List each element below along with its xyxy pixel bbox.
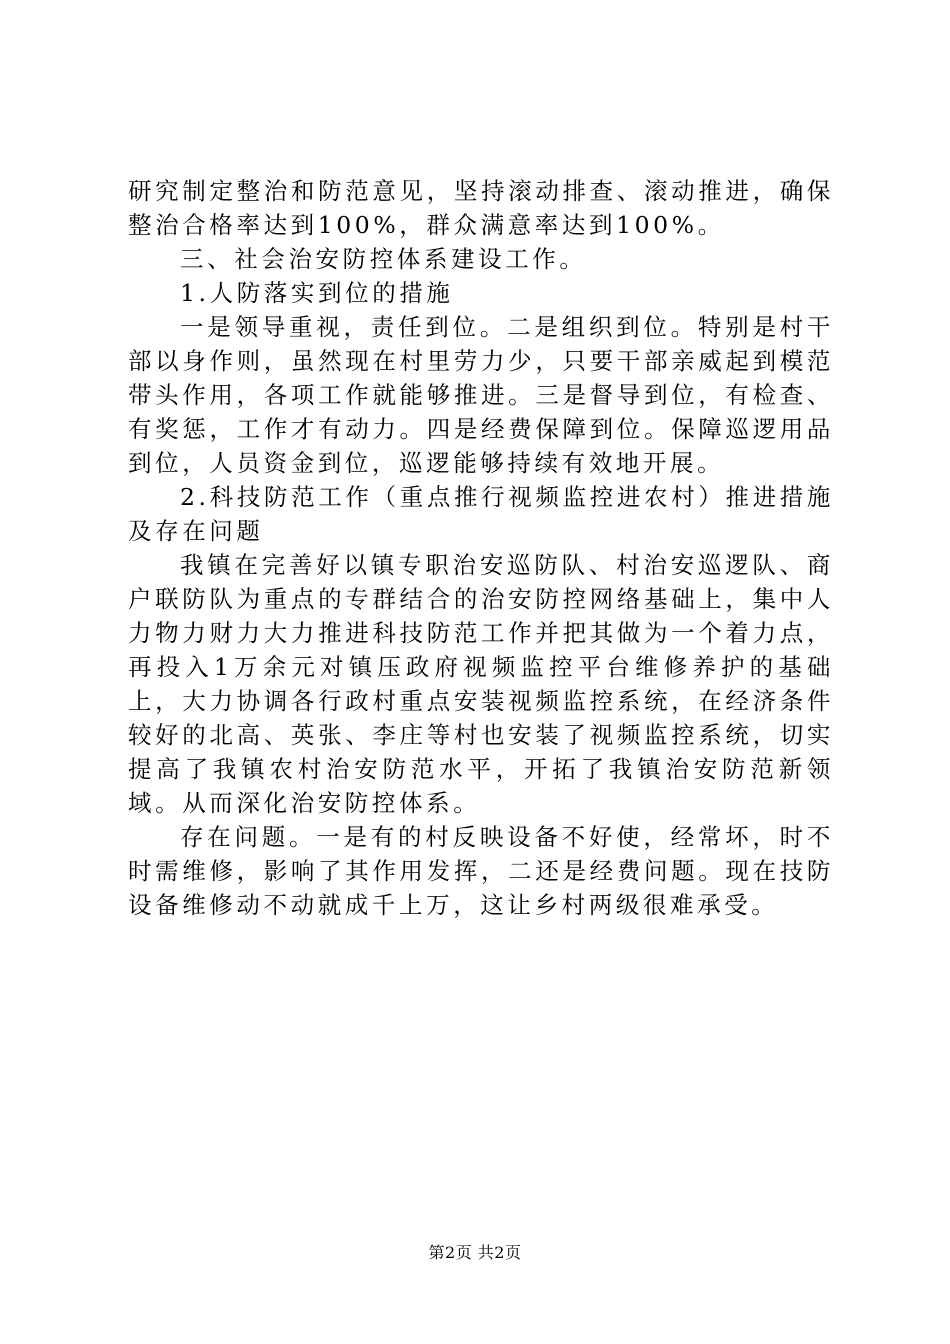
section-heading-3: 三、社会治安防控体系建设工作。 [180, 245, 587, 273]
document-body [128, 174, 834, 922]
paragraph-2: 一是领导重视，责任到位。二是组织到位。特别是村干部以身作则，虽然现在村里劳力少，只要干部亲威起到模范带头作用，各项工作就能够推进。三是督导到位，有检查、有奖惩，工作才有动力。四是经费保障到位。保障巡逻用品到位，人员资金到位，巡逻能够持续有效地开展。 [128, 313, 834, 477]
subheading-1: 1.人防落实到位的措施 [180, 279, 454, 307]
page-number-footer: 第2页 共2页 [428, 1243, 522, 1262]
paragraph-4: 存在问题。一是有的村反映设备不好使，经常坏，时不时需维修，影响了其作用发挥，二还是经费问题。现在技防设备维修动不动就成千上万，这让乡村两级很难承受。 [128, 823, 834, 919]
paragraph-3: 我镇在完善好以镇专职治安巡防队、村治安巡逻队、商户联防队为重点的专群结合的治安防控网络基础上，集中人力物力财力大力推进科技防范工作并把其做为一个着力点，再投入1万余元对镇压政府视频监控平台维修养护的基础上，大力协调各行政村重点安装视频监控系统，在经济条件较好的北高、英张、李庄等村也安装了视频监控系统，切实提高了我镇农村治安防范水平，开拓了我镇治安防范新领域。从而深化治安防控体系。 [128, 551, 834, 817]
paragraph-1: 研究制定整治和防范意见，坚持滚动排查、滚动推进，确保整治合格率达到100%，群众满意率达到100%。 [128, 177, 834, 239]
subheading-2: 2.科技防范工作（重点推行视频监控进农村）推进措施及存在问题 [128, 483, 834, 545]
